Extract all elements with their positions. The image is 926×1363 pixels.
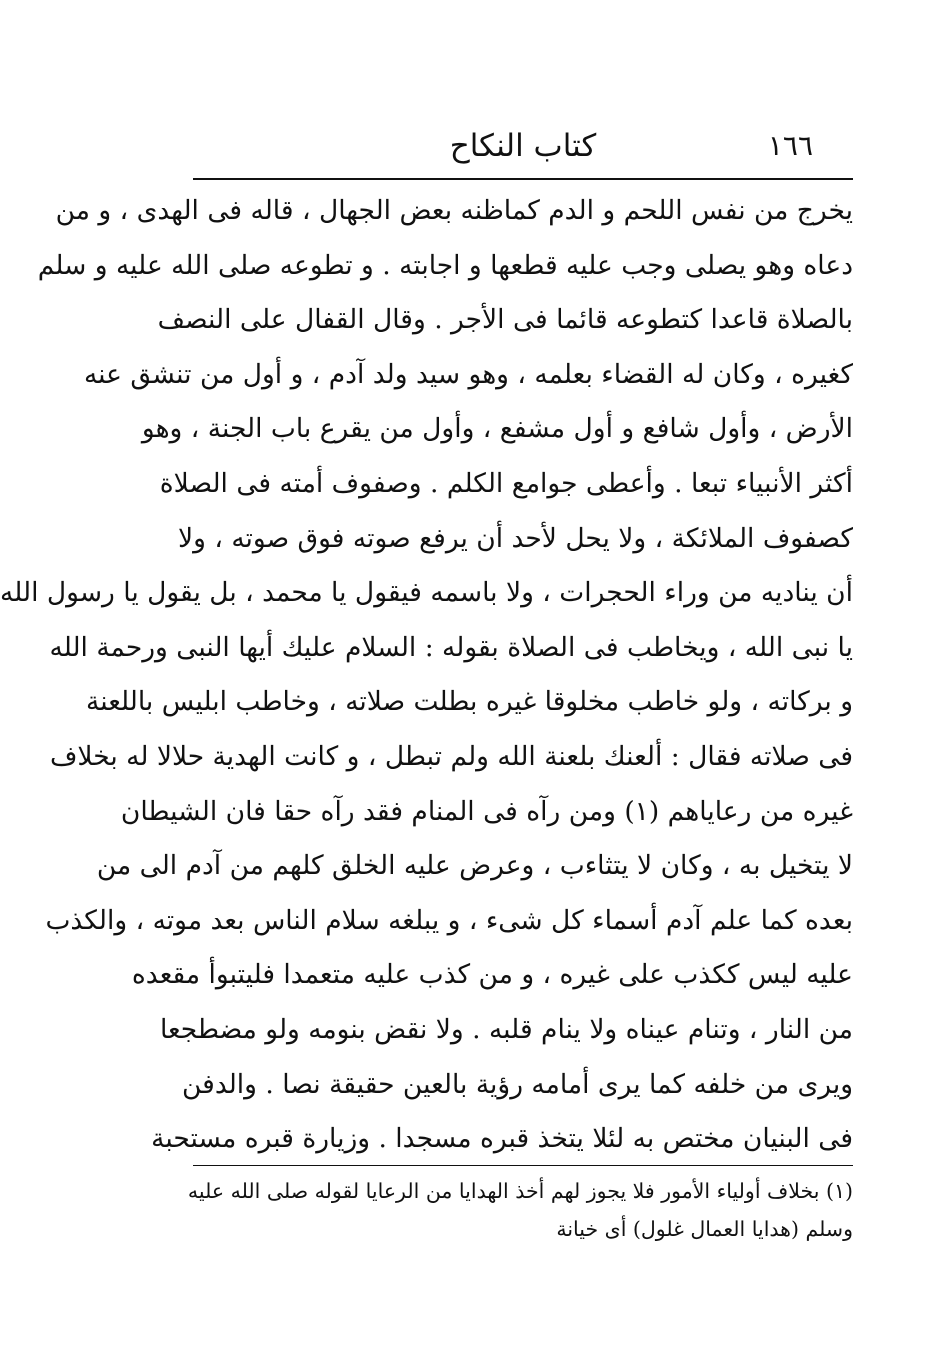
text-line: كغيره ، وكان له القضاء بعلمه ، وهو سيد ولد آدم ، و أول من تنشق عنه — [83, 358, 853, 390]
text-line: يخرج من نفس اللحم و الدم كماظنه بعض الجهال ، قاله فى الهدى ، و من — [55, 195, 853, 226]
page-header — [193, 118, 853, 178]
body-text — [0, 184, 853, 1167]
footnote-rule — [193, 1165, 853, 1166]
text-line: و بركاته ، ولو خاطب مخلوقا غيره بطلت صلاته ، وخاطب ابليس باللعنة — [86, 686, 853, 718]
footnote-line: (١) بخلاف أولياء الأمور فلا يجوز لهم أخذ الهدايا من الرعايا لقوله صلى الله عليه — [187, 1179, 853, 1203]
text-line: دعاه وهو يصلى وجب عليه قطعها و اجابته . و تطوعه صلى الله عليه و سلم — [37, 249, 853, 281]
text-line: بعده كما علم آدم أسماء كل شىء ، و يبلغه سلام الناس بعد موته ، والكذب — [45, 904, 853, 936]
text-line: غيره من رعاياهم (١) ومن رآه فى المنام فقد رآه حقا فان الشيطان — [120, 795, 853, 827]
footnote-line: وسلم (هدايا العمال غلول) أى خيانة — [556, 1217, 853, 1241]
text-line: بالصلاة قاعدا كتطوعه قائما فى الأجر . وقال القفال على النصف — [157, 304, 853, 336]
text-line: أكثر الأنبياء تبعا . وأعطى جوامع الكلم . وصفوف أمته فى الصلاة — [159, 467, 853, 499]
text-line: لا يتخيل به ، وكان لا يتثاءب ، وعرض عليه الخلق كلهم من آدم الى من — [96, 850, 853, 882]
text-line: الأرض ، وأول شافع و أول مشفع ، وأول من يقرع باب الجنة ، وهو — [141, 413, 853, 445]
text-line: كصفوف الملائكة ، ولا يحل لأحد أن يرفع صوته فوق صوته ، ولا — [178, 522, 853, 554]
running-title: كتاب النكاح — [449, 128, 597, 164]
text-line: من النار ، وتنام عيناه ولا ينام قلبه . ولا نقض بنومه ولو مضطجعا — [159, 1013, 853, 1045]
text-line: فى البنيان مختص به لئلا يتخذ قبره مسجدا . وزيارة قبره مستحبة — [151, 1123, 853, 1155]
text-line: فى صلاته فقال : ألعنك بلعنة الله ولم تبطل ، و كانت الهدية حلالا له بخلاف — [49, 740, 853, 772]
text-line: يا نبى الله ، ويخاطب فى الصلاة بقوله : السلام عليك أيها النبى ورحمة الله — [49, 631, 853, 663]
header-rule — [193, 178, 853, 180]
text-line: ويرى من خلفه كما يرى أمامه رؤية بالعين حقيقة نصا . والدفن — [181, 1068, 853, 1100]
text-line: أن يناديه من وراء الحجرات ، ولا باسمه فيقول يا محمد ، بل يقول يا رسول الله — [0, 577, 853, 609]
footnote — [187, 1172, 853, 1248]
text-line: عليه ليس ككذب على غيره ، و من كذب عليه متعمدا فليتبوأ مقعده — [131, 959, 853, 991]
page-number: ١٦٦ — [767, 129, 813, 162]
